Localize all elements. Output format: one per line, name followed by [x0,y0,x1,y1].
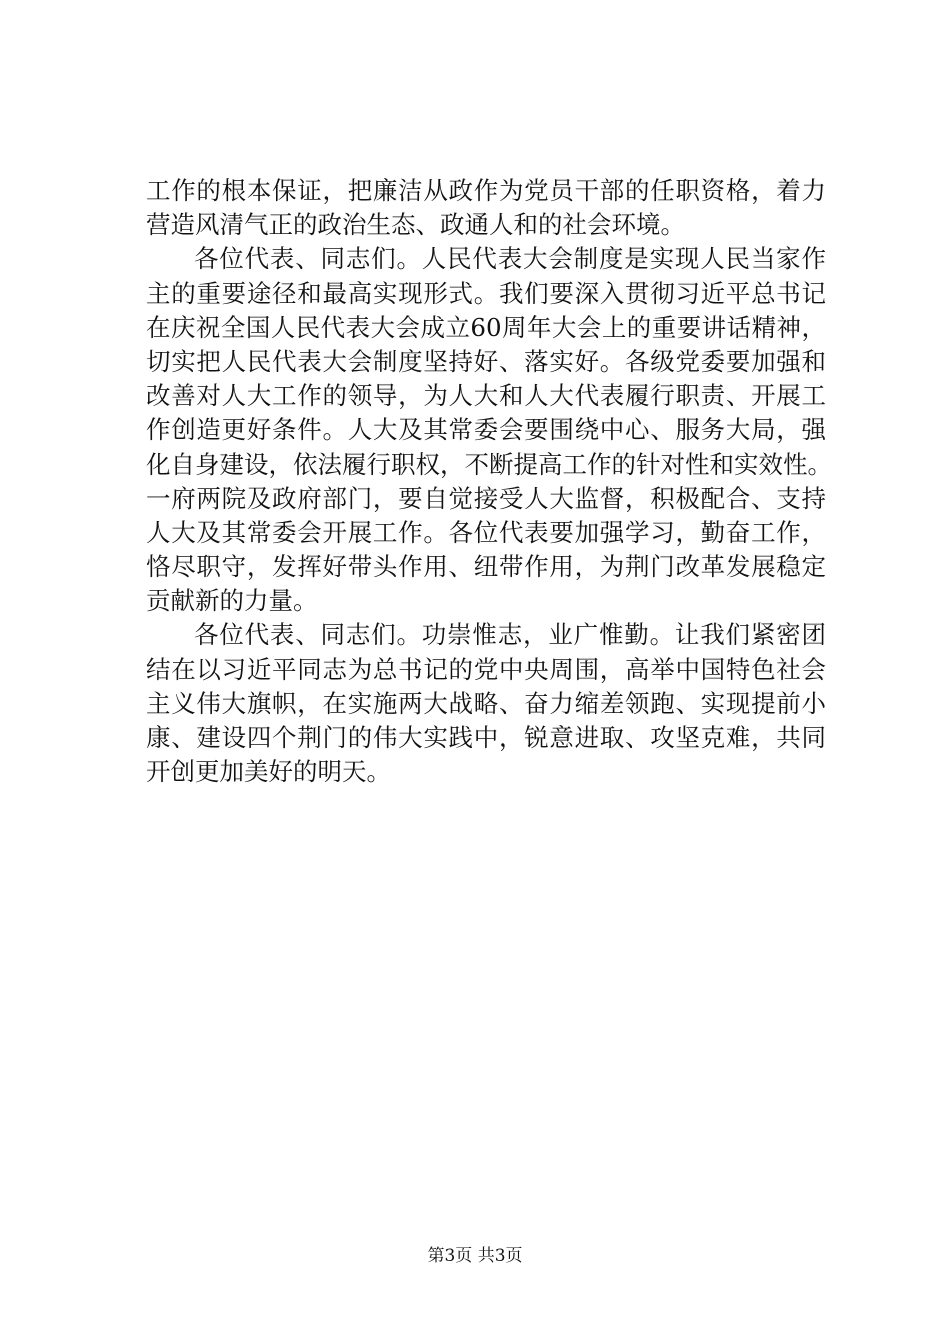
text-line: 一府两院及政府部门，要自觉接受人大监督，积极配合、支持 [146,483,826,513]
text-line: 恪尽职守，发挥好带头作用、纽带作用，为荆门改革发展稳定 [146,552,826,582]
text-line: 各位代表、同志们。人民代表大会制度是实现人民当家作 [194,244,826,274]
body-text [146,174,832,789]
text-line: 各位代表、同志们。功崇惟志，业广惟勤。让我们紧密团 [194,620,826,650]
text-line: 人大及其常委会开展工作。各位代表要加强学习，勤奋工作， [146,517,826,547]
text-line: 康、建设四个荆门的伟大实践中，锐意进取、攻坚克难，共同 [146,723,826,752]
text-line: 工作的根本保证，把廉洁从政作为党员干部的任职资格，着力 [146,176,826,205]
text-line: 切实把人民代表大会制度坚持好、落实好。各级党委要加强和 [146,346,826,376]
text-line: 营造风清气正的政治生态、政通人和的社会环境。 [146,210,685,240]
text-line: 主义伟大旗帜，在实施两大战略、奋力缩差领跑、实现提前小 [146,688,826,718]
paragraph-2 [146,242,832,618]
text-line: 改善对人大工作的领导，为人大和人大代表履行职责、开展工 [146,381,826,411]
text-line: 贡献新的力量。 [146,586,318,616]
text-line: 化自身建设，依法履行职权，不断提高工作的针对性和实效性。 [146,449,832,479]
paragraph-3 [146,618,826,789]
paragraph-1 [146,174,826,242]
text-line: 作创造更好条件。人大及其常委会要围绕中心、服务大局，强 [146,415,826,445]
text-line: 结在以习近平同志为总书记的党中央周围，高举中国特色社会 [146,654,826,684]
text-line: 开创更加美好的明天。 [146,757,391,787]
text-line: 在庆祝全国人民代表大会成立60周年大会上的重要讲话精神， [146,312,826,342]
text-line: 主的重要途径和最高实现形式。我们要深入贯彻习近平总书记 [146,278,826,308]
page-number-footer: 第3页 共3页 [427,1246,523,1266]
